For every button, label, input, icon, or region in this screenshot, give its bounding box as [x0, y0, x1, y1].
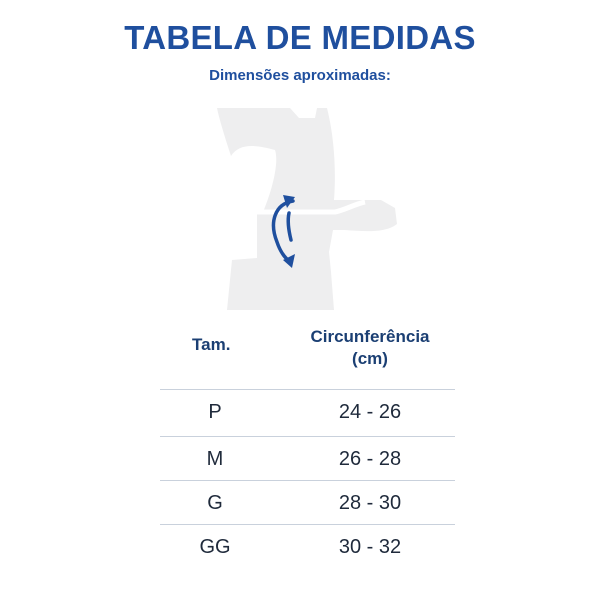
size-cell: P	[208, 401, 222, 423]
table-divider	[160, 480, 455, 481]
arm-circumference-measure-icon	[195, 100, 415, 315]
size-cell: G	[207, 492, 223, 514]
range-cell: 30 - 32	[338, 536, 402, 558]
circumference-header-unit: (cm)	[352, 349, 388, 368]
table-divider	[160, 436, 455, 437]
table-divider	[160, 524, 455, 525]
circumference-column-header	[295, 326, 445, 370]
size-column-header: Tam.	[192, 335, 231, 354]
circumference-header-line1: Circunferência	[310, 327, 430, 346]
table-row	[160, 392, 455, 432]
torso-silhouette	[217, 108, 397, 310]
table-row	[160, 439, 455, 479]
table-row	[160, 483, 455, 523]
table-row	[160, 527, 455, 567]
table-divider	[160, 389, 455, 390]
page-subtitle: Dimensões aproximadas:	[209, 67, 391, 84]
size-cell: GG	[199, 536, 231, 558]
size-cell: M	[206, 448, 224, 470]
page-title: TABELA DE MEDIDAS	[124, 19, 476, 56]
range-cell: 28 - 30	[338, 492, 402, 514]
range-cell: 24 - 26	[338, 401, 402, 423]
range-cell: 26 - 28	[338, 448, 402, 470]
